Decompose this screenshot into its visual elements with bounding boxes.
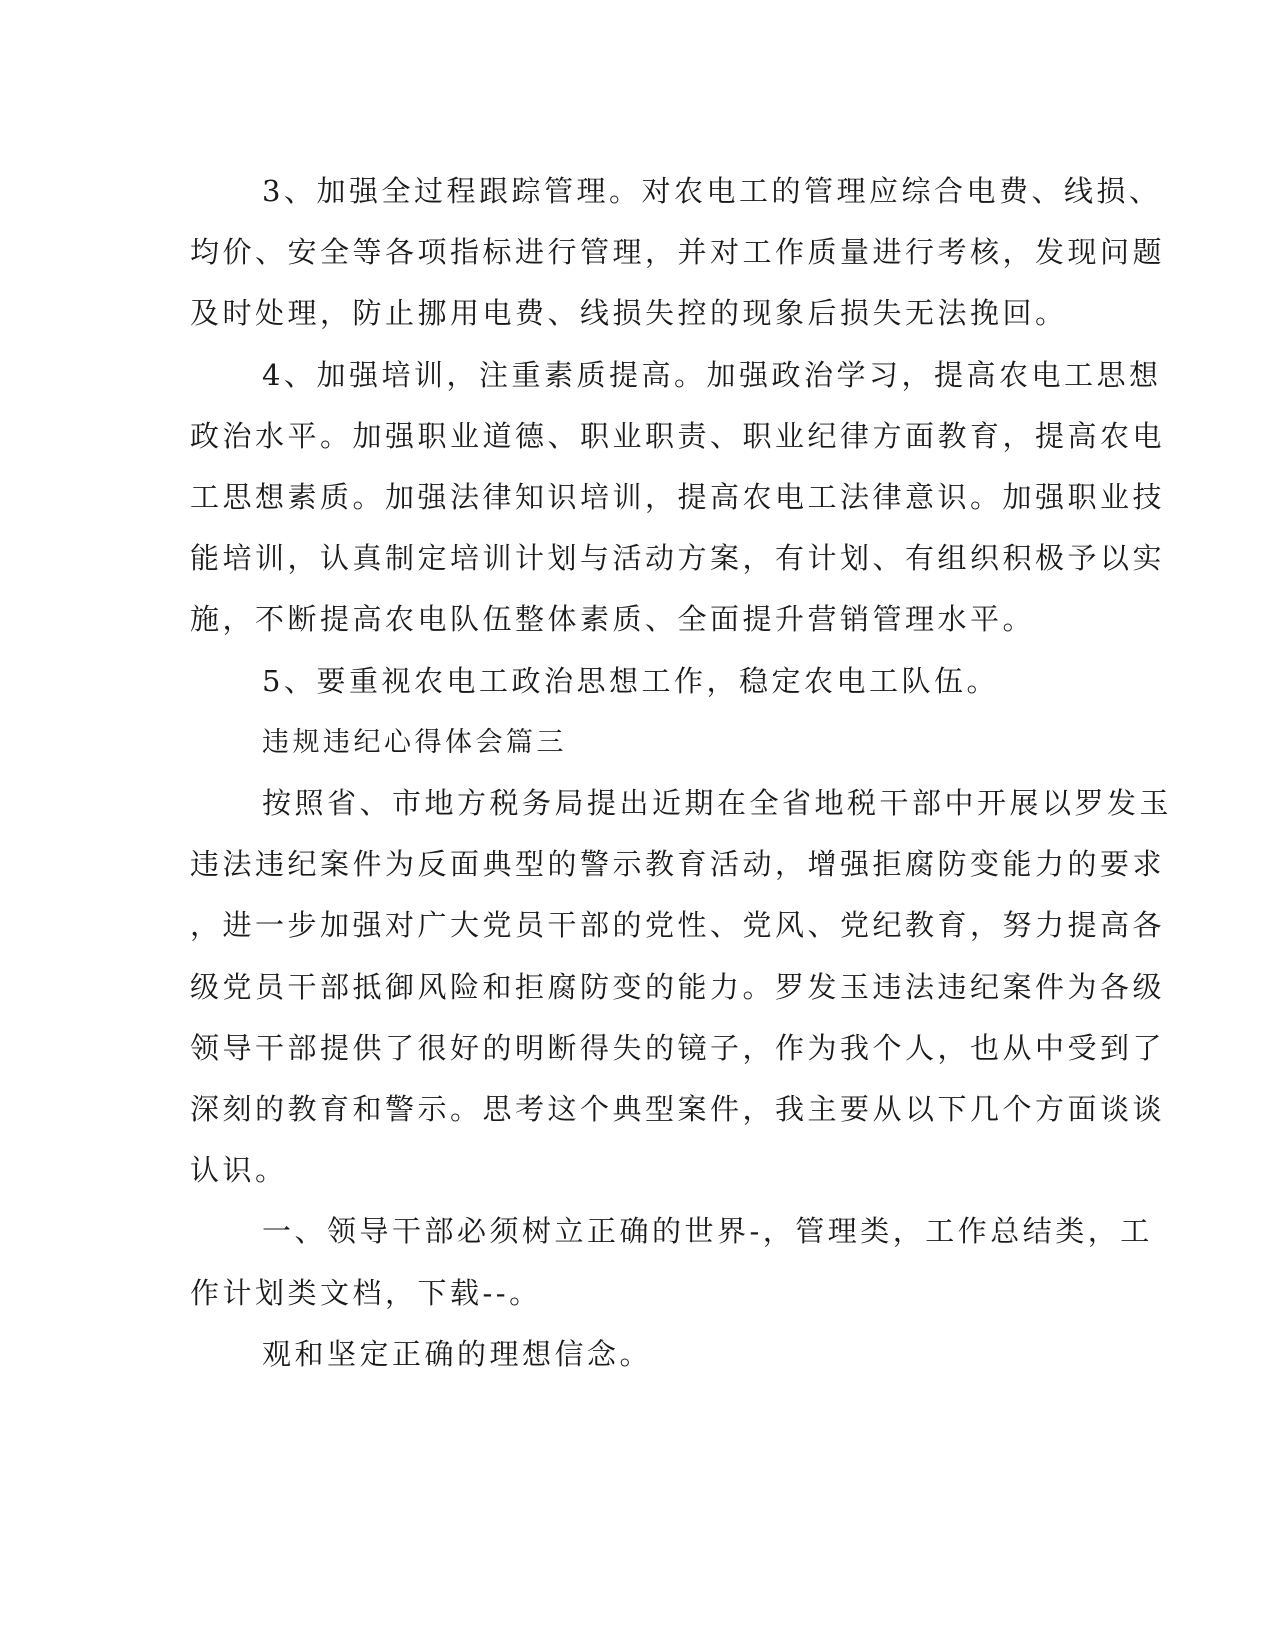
intro-paragraph-line: 认识。	[190, 1153, 288, 1188]
paragraph-3-line: 均价、安全等各项指标进行管理，并对工作质量进行考核，发现问题	[190, 235, 1166, 270]
paragraph-4-line: 工思想素质。加强法律知识培训，提高农电工法律意识。加强职业技	[190, 480, 1166, 515]
intro-paragraph-line: 违法违纪案件为反面典型的警示教育活动，增强拒腐防变能力的要求	[190, 847, 1166, 882]
paragraph-3-line: 3、加强全过程跟踪管理。对农电工的管理应综合电费、线损、	[262, 174, 1162, 208]
intro-paragraph-line: 深刻的教育和警示。思考这个典型案件，我主要从以下几个方面谈谈	[190, 1092, 1166, 1127]
intro-paragraph-line: 按照省、市地方税务局提出近期在全省地税干部中开展以罗发玉	[262, 786, 1173, 821]
paragraph-4-line: 能培训，认真制定培训计划与活动方案，有计划、有组织积极予以实	[190, 541, 1166, 576]
paragraph-4-line: 施，不断提高农电队伍整体素质、全面提升营销管理水平。	[190, 602, 1036, 637]
intro-paragraph-line: ，进一步加强对广大党员干部的党性、党风、党纪教育，努力提高各	[190, 908, 1166, 943]
paragraph-4-line: 政治水平。加强职业道德、职业职责、职业纪律方面教育，提高农电	[190, 418, 1166, 453]
document-body	[190, 161, 1173, 1385]
intro-paragraph-line: 级党员干部抵御风险和拒腐防变的能力。罗发玉违法违纪案件为各级	[190, 969, 1166, 1004]
section-heading: 违规违纪心得体会篇三	[262, 726, 567, 758]
point-one-line: 一、领导干部必须树立正确的世界-，管理类，工作总结类，工	[262, 1214, 1153, 1249]
intro-paragraph-line: 领导干部提供了很好的明断得失的镜子，作为我个人，也从中受到了	[190, 1030, 1166, 1065]
point-one-line: 作计划类文档，下载--。	[190, 1275, 542, 1310]
point-one-continuation: 观和坚定正确的理想信念。	[262, 1336, 653, 1371]
paragraph-5-line: 5、要重视农电工政治思想工作，稳定农电工队伍。	[262, 663, 999, 698]
paragraph-3-line: 及时处理，防止挪用电费、线损失控的现象后损失无法挽回。	[190, 296, 1068, 331]
paragraph-4-line: 4、加强培训，注重素质提高。加强政治学习，提高农电工思想	[262, 357, 1162, 392]
